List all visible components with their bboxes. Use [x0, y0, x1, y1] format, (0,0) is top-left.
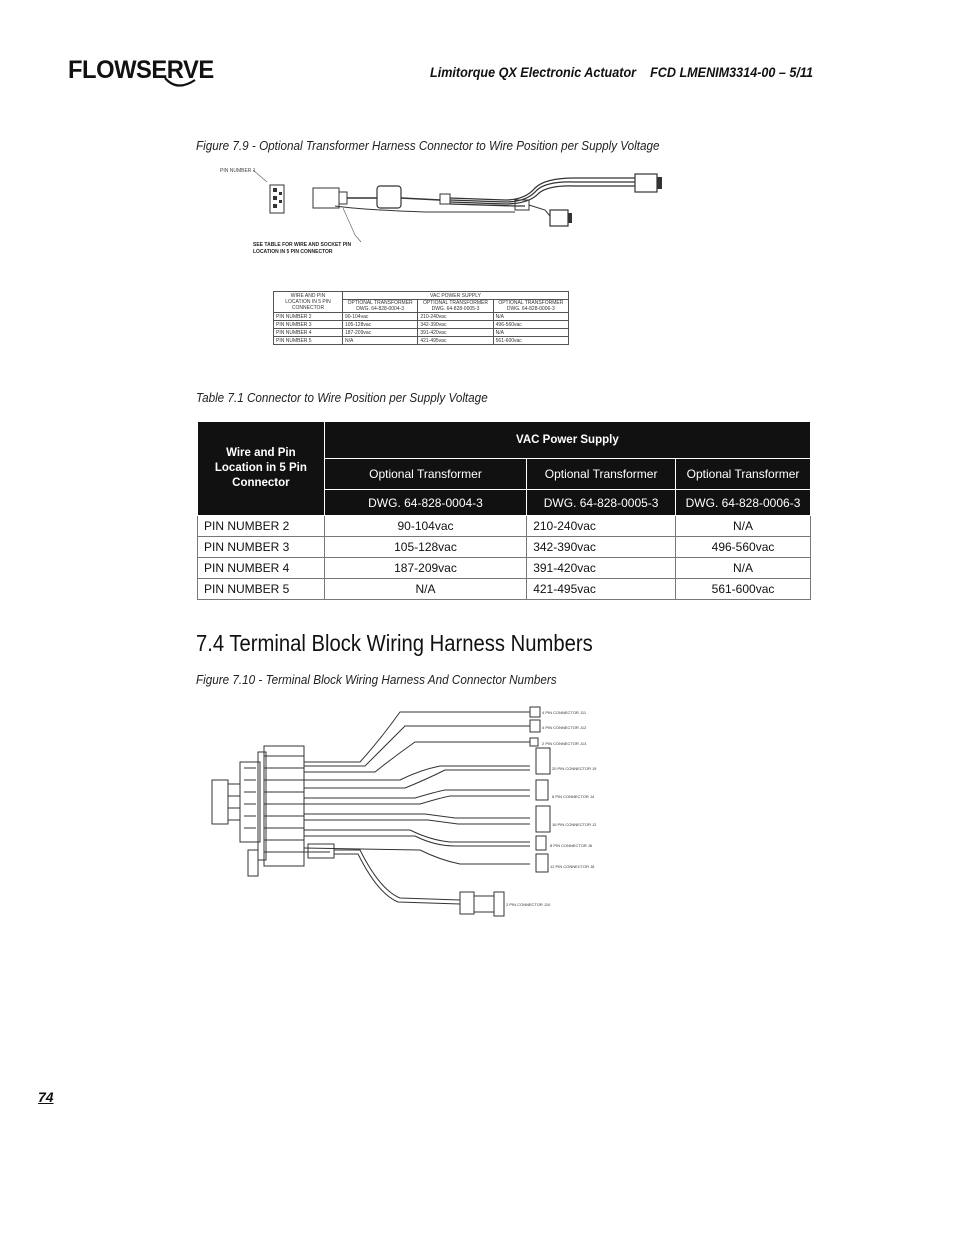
inset-row: PIN NUMBER 5 N/A 421-495vac 561-600vac [274, 337, 569, 345]
value-cell: N/A [676, 558, 811, 579]
pin-cell: PIN NUMBER 5 [198, 579, 325, 600]
note-line-2: LOCATION IN 5 PIN CONNECTOR [253, 249, 333, 255]
pin-number-label: PIN NUMBER 1 [220, 168, 256, 174]
section-title: 7.4 Terminal Block Wiring Harness Numbers [196, 630, 593, 656]
connector-label-j2: 16 PIN CONNECTOR J2 [552, 822, 597, 827]
flowserve-logo: FLOWSERVE [68, 56, 214, 84]
inset-row: PIN NUMBER 2 90-104vac 210-240vac N/A [274, 313, 569, 321]
dwg-header-1: DWG. 64-828-0004-3 [324, 490, 526, 516]
figure-7-9-caption: Figure 7.9 - Optional Transformer Harness Connector to Wire Position per Supply Voltage [196, 138, 660, 153]
group-header-cell: VAC Power Supply [324, 422, 810, 459]
doc-code: FCD LMENIM3314-00 – 5/11 [650, 64, 814, 80]
terminal-block-harness-drawing [200, 700, 620, 930]
doc-title: Limitorque QX Electronic Actuator [430, 64, 637, 80]
col-header-1: Optional Transformer [324, 459, 526, 490]
inset-header-group: VAC POWER SUPPLY [343, 292, 569, 300]
value-cell: 496-560vac [676, 537, 811, 558]
value-cell: 421-495vac [527, 579, 676, 600]
inset-row: PIN NUMBER 4 187-209vac 391-420vac N/A [274, 329, 569, 337]
connector-voltage-table [197, 421, 811, 600]
inset-col-header: OPTIONAL TRANSFORMER DWG. 64-828-0006-3 [493, 300, 568, 313]
value-cell: 105-128vac [324, 537, 526, 558]
value-cell: N/A [324, 579, 526, 600]
pin-cell: PIN NUMBER 2 [198, 516, 325, 537]
col-header-3: Optional Transformer [676, 459, 811, 490]
table-row [198, 516, 811, 537]
table-7-1-caption: Table 7.1 Connector to Wire Position per Supply Voltage [196, 390, 488, 405]
inset-row: PIN NUMBER 3 105-128vac 342-390vac 496-560vac [274, 321, 569, 329]
connector-label-j8: 12 PIN CONNECTOR J8 [550, 864, 595, 869]
inset-header-left: WIRE AND PIN LOCATION IN 5 PIN CONNECTOR [274, 292, 343, 313]
value-cell: 561-600vac [676, 579, 811, 600]
dwg-header-2: DWG. 64-828-0005-3 [527, 490, 676, 516]
note-line-1: SEE TABLE FOR WIRE AND SOCKET PIN [253, 242, 352, 248]
logo-swoosh-icon [163, 76, 197, 92]
connector-label-j11: 4 PIN CONNECTOR J11 [542, 710, 587, 715]
row-header-cell: Wire and Pin Location in 5 Pin Connector [198, 422, 325, 516]
connector-label-j9: 20 PIN CONNECTOR J9 [552, 766, 597, 771]
table-row [198, 537, 811, 558]
value-cell: 342-390vac [527, 537, 676, 558]
value-cell: 90-104vac [324, 516, 526, 537]
pin-cell: PIN NUMBER 4 [198, 558, 325, 579]
connector-label-j4: 8 PIN CONNECTOR J4 [552, 794, 595, 799]
inset-voltage-table [273, 291, 569, 345]
transformer-harness-drawing [215, 160, 675, 295]
value-cell: 187-209vac [324, 558, 526, 579]
document-header [430, 64, 813, 80]
col-header-2: Optional Transformer [527, 459, 676, 490]
connector-label-j12: 4 PIN CONNECTOR J12 [542, 725, 587, 730]
pin-cell: PIN NUMBER 3 [198, 537, 325, 558]
figure-7-10-caption: Figure 7.10 - Terminal Block Wiring Harness And Connector Numbers [196, 672, 557, 687]
table-row [198, 558, 811, 579]
value-cell: 210-240vac [527, 516, 676, 537]
inset-col-header: OPTIONAL TRANSFORMER DWG. 64-828-0005-3 [418, 300, 493, 313]
page-number: 74 [38, 1089, 54, 1105]
table-row [198, 579, 811, 600]
value-cell: 391-420vac [527, 558, 676, 579]
connector-label-j6: 8 PIN CONNECTOR J6 [550, 843, 593, 848]
value-cell: N/A [676, 516, 811, 537]
connector-label-j13: 2 PIN CONNECTOR J13 [542, 741, 587, 746]
inset-col-header: OPTIONAL TRANSFORMER DWG. 64-828-0004-3 [343, 300, 418, 313]
connector-label-j10: 2 PIN CONNECTOR J10 [506, 902, 551, 907]
dwg-header-3: DWG. 64-828-0006-3 [676, 490, 811, 516]
